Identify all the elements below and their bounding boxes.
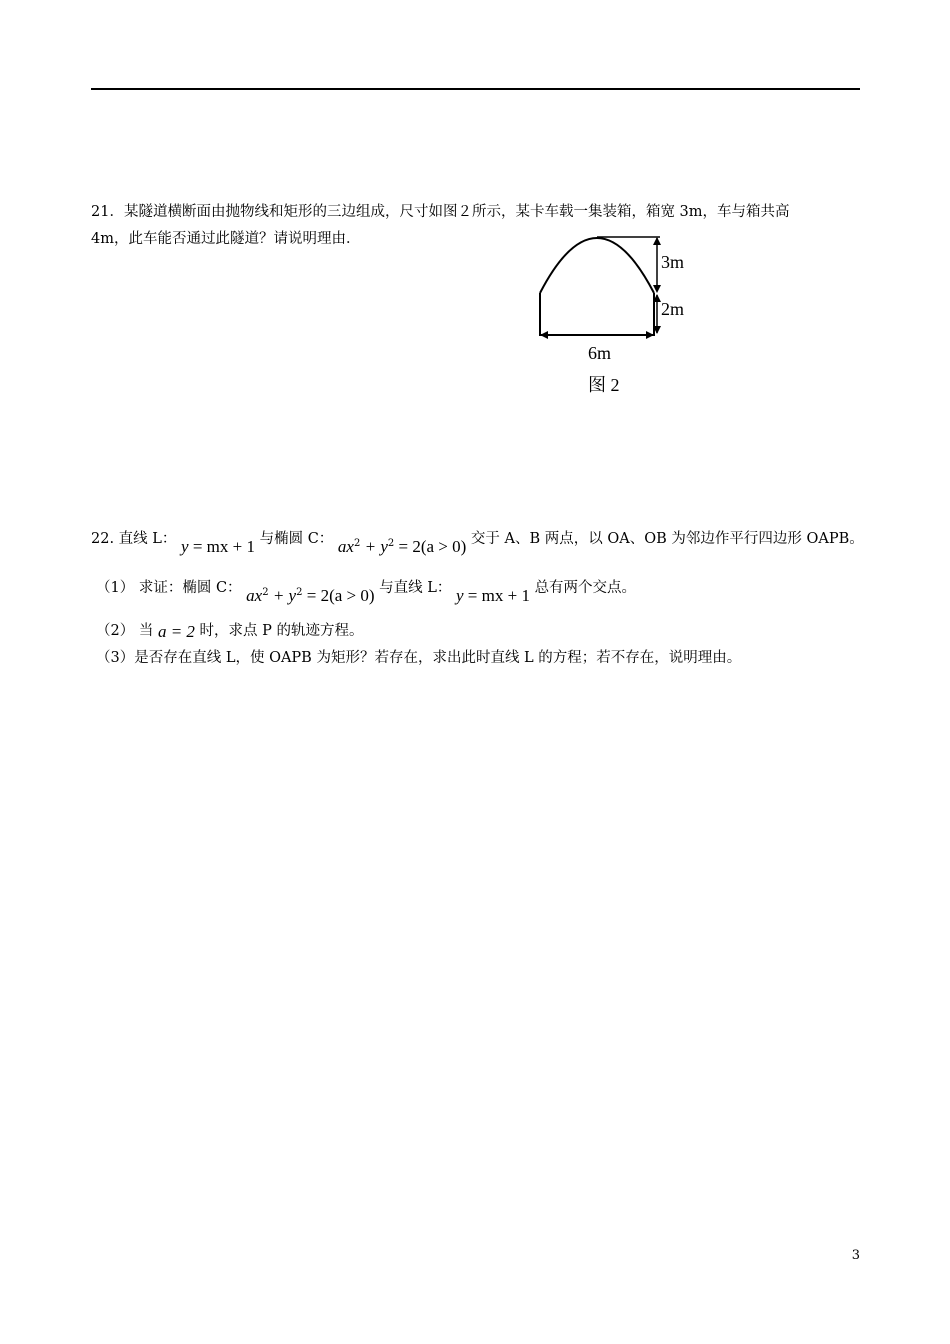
part1-prefix: （1） 求证：椭圆 C： [96, 580, 242, 596]
q22-part1 [96, 574, 637, 605]
ellipse-equation-2: $ax^2 + y^2 = 2(a > 0)$ [246, 586, 375, 605]
q22-part3: （3）是否存在直线 L，使 OAPB 为矩形？若存在，求出此时直线 L 的方程；若不存在，说明理由。 [96, 650, 742, 666]
label-6m: 6m [588, 343, 612, 363]
q22-main [91, 525, 864, 556]
label-3m: 3m [661, 252, 685, 272]
header-rule [91, 88, 860, 90]
ellipse-equation: $ax^2 + y^2 = 2(a > 0)$ [337, 537, 467, 556]
part2-equation: a = 2 [157, 622, 195, 641]
part1-suffix: 总有两个交点。 [534, 580, 637, 596]
page-number: 3 [851, 1248, 860, 1263]
q22-suffix: 交于 A、B 两点，以 OA、OB 为邻边作平行四边形 OAPB。 [470, 531, 864, 547]
label-2m: 2m [661, 299, 685, 319]
line-equation: y = mx + 1 [181, 537, 255, 556]
part2-suffix: 时，求点 P 的轨迹方程。 [199, 623, 364, 639]
part1-mid: 与直线 L： [379, 580, 452, 596]
figure-caption: 图 2 [588, 375, 620, 395]
tunnel-diagram [530, 225, 710, 365]
line-equation-2: y = mx + 1 [456, 586, 530, 605]
q22-part2 [96, 620, 364, 641]
tunnel-figure [530, 225, 710, 395]
q22-mid: 与椭圆 C： [259, 531, 334, 547]
q21-line1: 21．某隧道横断面由抛物线和矩形的三边组成，尺寸如图２所示，某卡车载一集装箱，箱宽 3m，车与箱共高 [91, 204, 790, 220]
q21-line2: 4m，此车能否通过此隧道？请说明理由． [91, 231, 361, 247]
part2-prefix: （2） 当 [96, 623, 154, 639]
q22-prefix: 22. 直线 L： [91, 531, 177, 547]
